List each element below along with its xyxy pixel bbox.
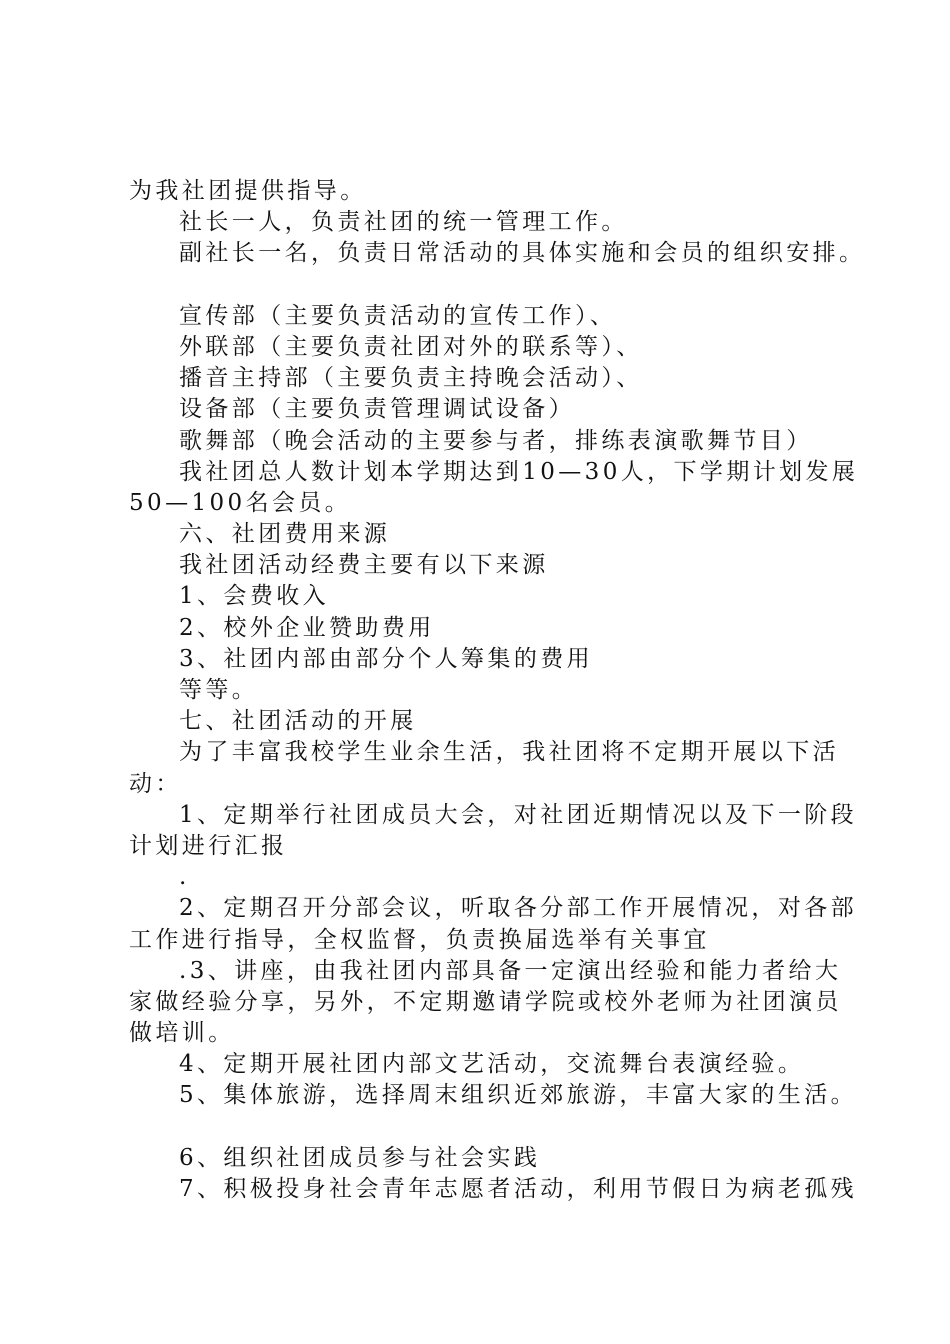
text-line: 为了丰富我校学生业余生活，我社团将不定期开展以下活 — [179, 739, 839, 766]
text-line: . — [179, 864, 190, 891]
text-line: 计划进行汇报 — [129, 832, 288, 859]
text-line: 我社团总人数计划本学期达到10—30人，下学期计划发展 — [179, 458, 859, 485]
text-line: 做培训。 — [129, 1020, 235, 1047]
text-line: 副社长一名，负责日常活动的具体实施和会员的组织安排。 — [179, 240, 866, 267]
text-line: 播音主持部（主要负责主持晚会活动）、 — [179, 365, 643, 392]
text-line: 4、定期开展社团内部文艺活动，交流舞台表演经验。 — [179, 1051, 805, 1078]
text-line: .3、讲座，由我社团内部具备一定演出经验和能力者给大 — [179, 957, 842, 984]
text-line: 1、定期举行社团成员大会，对社团近期情况以及下一阶段 — [179, 801, 858, 828]
text-line: 家做经验分享，另外，不定期邀请学院或校外老师为社团演员 — [129, 988, 842, 1015]
text-line: 动： — [129, 770, 182, 797]
text-line: 1、会费收入 — [179, 583, 330, 610]
text-line: 宣传部（主要负责活动的宣传工作）、 — [179, 302, 617, 329]
text-line: 社长一人，负责社团的统一管理工作。 — [179, 209, 628, 236]
text-line: 外联部（主要负责社团对外的联系等）、 — [179, 333, 643, 360]
text-line: 等等。 — [179, 677, 259, 703]
blank-line — [129, 270, 839, 301]
text-line: 六、社团费用来源 — [179, 521, 391, 548]
text-line: 3、社团内部由部分个人筹集的费用 — [179, 645, 594, 672]
text-line: 设备部（主要负责管理调试设备） — [179, 396, 575, 423]
text-line: 工作进行指导，全权监督，负责换届选举有关事宜 — [129, 926, 710, 953]
text-line: 5、集体旅游，选择周末组织近郊旅游，丰富大家的生活。 — [179, 1082, 858, 1109]
text-line: 7、积极投身社会青年志愿者活动，利用节假日为病老孤残 — [179, 1176, 858, 1202]
document-body — [129, 176, 866, 1205]
text-line: 2、校外企业赞助费用 — [179, 614, 435, 641]
text-line: 6、组织社团成员参与社会实践 — [179, 1144, 541, 1171]
text-line: 我社团活动经费主要有以下来源 — [179, 552, 549, 579]
blank-line — [129, 1112, 839, 1143]
text-line: 2、定期召开分部会议，听取各分部工作开展情况，对各部 — [179, 895, 858, 922]
text-line: 七、社团活动的开展 — [179, 708, 417, 735]
text-line: 为我社团提供指导。 — [129, 178, 367, 204]
text-line: 50—100名会员。 — [129, 489, 352, 516]
text-line: 歌舞部（晚会活动的主要参与者，排练表演歌舞节目） — [179, 427, 813, 454]
